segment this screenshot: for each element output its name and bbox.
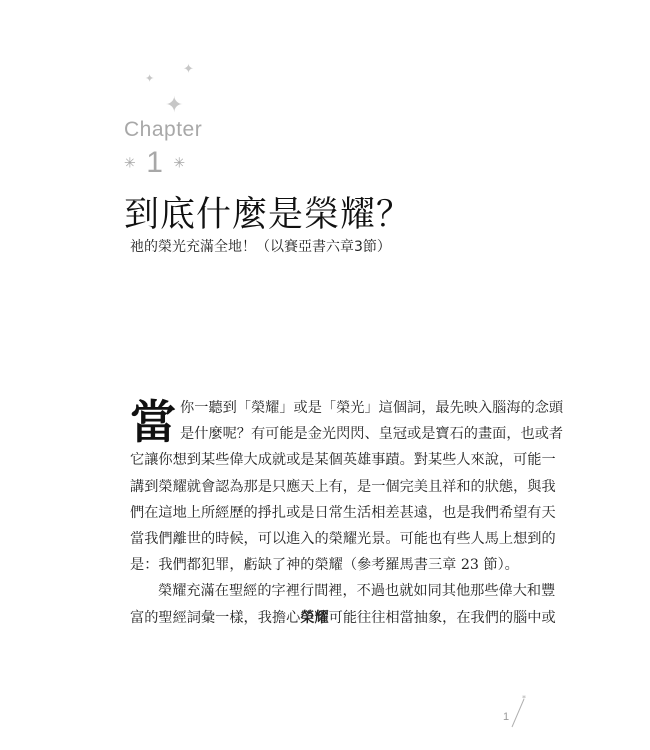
sparkle-icon: ✦ <box>165 93 184 118</box>
text-line: 當我們離世的時候，可以進入的榮耀光景。可能也有些人馬上想到的 <box>130 531 556 548</box>
text-line: 它讓你想到某些偉大成就或是某個英雄事蹟。對某些人來說，可能一 <box>130 452 556 469</box>
text-line: 榮耀充滿在聖經的字裡行間裡，不過也就如同其他那些偉大和豐 <box>158 583 556 600</box>
text-line: 是什麼呢？有可能是金光閃閃、皇冠或是寶石的畫面，也或者 <box>180 426 564 443</box>
body-text <box>130 395 564 631</box>
text-line <box>130 605 556 631</box>
chapter-title: 到底什麼是榮耀？ <box>124 195 413 235</box>
text-line: 是：我們都犯罪，虧缺了神的榮耀（參考羅馬書三章 23 節）。 <box>130 557 519 574</box>
emphasized-word: 榮耀 <box>300 609 329 626</box>
text-line: 們在這地上所經歷的掙扎或是日常生活相差甚遠，也是我們希望有天 <box>130 504 556 521</box>
text-segment: 富的聖經詞彙一樣，我擔心 <box>130 609 301 626</box>
svg-text:*: * <box>522 694 526 703</box>
chapter-label: Chapter <box>124 118 203 141</box>
drop-cap: 當 <box>130 395 176 449</box>
text-line: 你一聽到「榮耀」或是「榮光」這個詞，最先映入腦海的念頭 <box>180 400 564 416</box>
chapter-number: 1 <box>146 146 163 179</box>
chapter-number-row <box>124 146 185 180</box>
asterisk-icon: ✳ <box>124 154 136 171</box>
text-segment: 可能往往相當抽象，在我們的腦中或 <box>328 609 556 626</box>
page-number: 1 <box>503 711 510 723</box>
page-footer <box>495 688 535 733</box>
sparkle-icon: ✦ <box>183 62 194 77</box>
sparkle-icon: ✦ <box>145 72 155 85</box>
paragraph <box>130 395 564 578</box>
paragraph <box>130 578 556 630</box>
chapter-subtitle: 祂的榮光充滿全地！（以賽亞書六章3節） <box>130 239 391 255</box>
asterisk-icon: ✳ <box>173 154 186 171</box>
slash-ornament-icon <box>509 693 529 729</box>
sparkle-decoration <box>135 55 225 125</box>
text-line: 講到榮耀就會認為那是只應天上有，是一個完美且祥和的狀態，與我 <box>130 478 556 495</box>
